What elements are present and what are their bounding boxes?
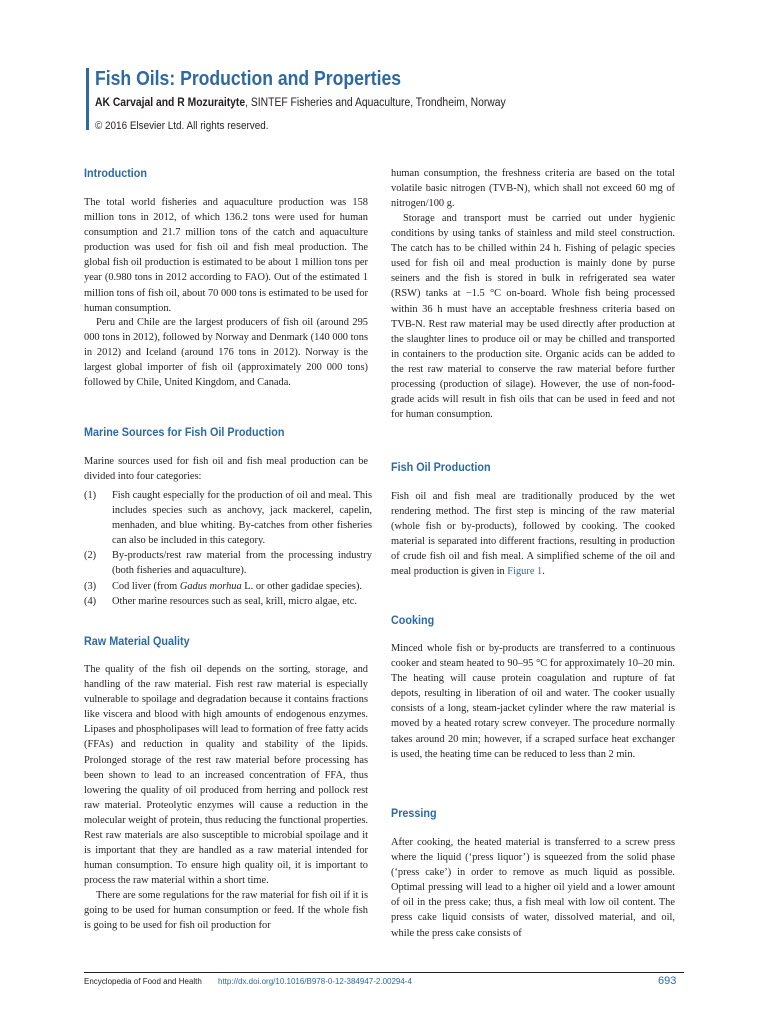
intro-paragraph-2: Peru and Chile are the largest producers of fish oil (around 295 000 tons in 2012), followed by Norway and Denmark (140 000 tons in 2012) and Iceland (around 176 tons in 2012). Norway is the largest global importer of fish oil (approximately 200 000 tons) followed by Chile, United Kingdom, and Canada. [84,317,368,389]
raw-material-paragraph-2: There are some regulations for the raw material for fish oil if it is going to be used for human consumption or feed. If the whole fish is going to be used for fish oil production for [84,890,368,932]
fish-oil-production-paragraph: Fish oil and fish meal are traditionally produced by the wet rendering method. The first step is mincing of the raw material (whole fish or by-products), followed by cooking. The cooked material is separated into different fractions, resulting in production of crude fish oil and fish meal. A simplified scheme of the oil and meal production is given in Figure 1. [391,491,675,578]
doi-link[interactable]: http://dx.doi.org/10.1016/B978-0-12-384947-2.00294-4 [218,977,412,986]
author-line [95,97,506,109]
page-number: 693 [658,975,677,987]
marine-sources-list [84,488,372,609]
figure-1-link[interactable]: Figure 1 [507,566,543,578]
list-item: (3) Cod liver (from Gadus morhua L. or other gadidae species). [84,580,363,592]
list-item: (1) Fish caught especially for the production of oil and meal. This includes species such as anchovy, jack mackerel, capelin, menhaden, and blue whiting. By-catches from other fisheries can also be included in this category. [84,490,372,547]
intro-paragraph-1: The total world fisheries and aquaculture production was 158 million tons in 2012, of which 136.2 tons were used for human consumption and 21.7 million tons of the catch and aquaculture production was used for fish oil and fish meal production. The global fish oil production is estimated to be about 1 million tons per year (0.980 tons in 2012 according to FAO). Out of the estimated 1 million tons of fish oil, about 70 000 tons is estimated to be used for human consumption. [84,197,368,314]
raw-material-paragraph-1: The quality of the fish oil depends on the sorting, storage, and handling of the raw material. Fish rest raw material is especially vulnerable to spoilage and degradation because it contains fractions like viscera and blood with high amounts of endogenous enzymes. Lipases and phospholipases will lead to formation of free fatty acids (FFAs) and reduction in quality and stability of the lipids. Prolonged storage of the rest raw material before processing has been shown to lead to an increased concentration of FFA, thus lowering the quality of oil produced from herring and pollock rest raw material. Proteolytic enzymes will cause a reduction in the molecular weight of protein, thus reducing the functional properties. Rest raw materials are also susceptible to microbial spoilage and it is important that they are handled as a raw material intended for human consumption. To ensure high quality oil, it is important to process the raw material within a short time. [84,664,368,887]
journal-name: Encyclopedia of Food and Health [84,977,202,986]
raw-material-paragraph-3: human consumption, the freshness criteria are based on the total volatile basic nitrogen (TVB-N), which shall not exceed 60 mg of nitrogen/100 g. [391,168,675,210]
footer-divider [84,972,684,973]
heading-fish-oil-production: Fish Oil Production [391,460,491,474]
copyright-notice: © 2016 Elsevier Ltd. All rights reserved. [95,120,269,132]
heading-introduction: Introduction [84,166,147,180]
cooking-paragraph: Minced whole fish or by-products are transferred to a continuous cooker and steam heated to 90–95 °C for approximately 10–20 min. The heating will cause protein coagulation and rupture of fat depots, resulting in liberation of oil and water. The cooker usually consists of a long, steam-jacket cylinder where the raw material is moved by a heated rotary screw conveyer. The procedure normally takes around 20 min; however, if a scraped surface heat exchanger is used, the heating time can be reduced to less than 2 min. [391,643,675,760]
pressing-paragraph: After cooking, the heated material is transferred to a screw press where the liquid (‘press liquor’) is squeezed from the solid phase (‘press cake’) in order to remove as much liquid as possible. Optimal pressing will lead to a higher oil yield and a lower amount of oil in the press cake; thus, a fish meal with low oil content. The press cake liquid consists of water, dissolved material, and oil, while the press cake consists of [391,837,675,939]
heading-marine-sources: Marine Sources for Fish Oil Production [84,425,285,439]
authors: AK Carvajal and R Mozuraityte [95,97,246,109]
title-accent-bar [86,68,89,130]
affiliation: , SINTEF Fisheries and Aquaculture, Trondheim, Norway [245,97,506,109]
heading-raw-material-quality: Raw Material Quality [84,634,190,648]
heading-pressing: Pressing [391,806,437,820]
list-item: (2) By-products/rest raw material from the processing industry (both fisheries and aquaculture). [84,550,372,577]
article-title: Fish Oils: Production and Properties [95,68,402,90]
list-item: (4) Other marine resources such as seal, krill, micro algae, etc. [84,595,357,607]
raw-material-paragraph-4: Storage and transport must be carried out under hygienic conditions by using tanks of stainless and mild steel construction. The catch has to be chilled within 24 h. Fishing of pelagic species used for fish oil and meal production is mainly done by purse seiners and the fish is stored in bulk in refrigerated sea water (RSW) tanks at −1.5 °C on-board. Whole fish being processed within 36 h must have an acceptable freshness criteria based on TVB-N. Rest raw material may be used directly after production at the slaughter lines to produce oil or may be chilled and transported in containers to the production site. Organic acids can be added to the rest raw material to conserve the raw material before further processing (production of silage). However, the use of non-food-grade acids will result in fish oils that can be used in feed and not for human consumption. [391,213,675,421]
marine-sources-intro: Marine sources used for fish oil and fish meal production can be divided into four categories: [84,456,368,483]
species-name: Gadus morhua [179,580,242,592]
heading-cooking: Cooking [391,613,435,627]
